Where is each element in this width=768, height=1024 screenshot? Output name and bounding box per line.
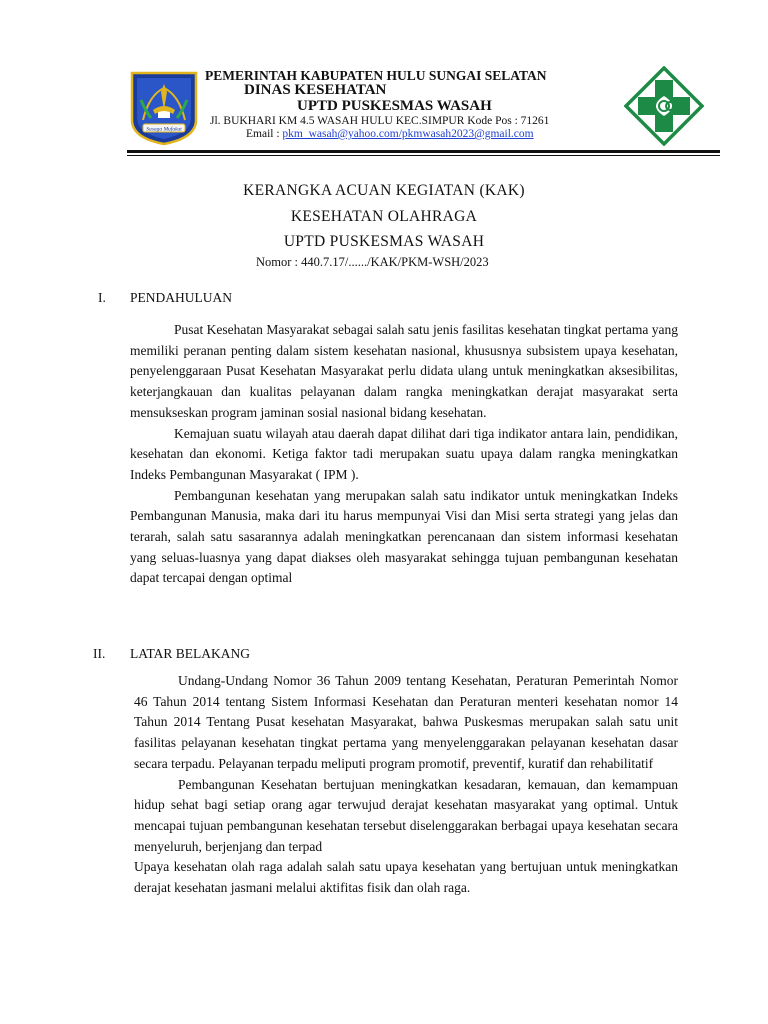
document-number: Nomor : 440.7.17/....../KAK/PKM-WSH/2023 bbox=[256, 255, 489, 269]
letterhead bbox=[0, 0, 768, 160]
email-line bbox=[246, 128, 534, 140]
paragraph: Upaya kesehatan olah raga adalah salah satu upaya kesehatan yang bertujuan untuk meningkatkan derajat kesehatan jasmani melalui aktifitas fisik dan olah raga. bbox=[134, 859, 678, 896]
section-body bbox=[134, 671, 678, 899]
paragraph: Kemajuan suatu wilayah atau daerah dapat dilihat dari tiga indikator antara lain, pendidikan, kesehatan dan ekonomi. Ketiga faktor tadi merupakan suatu upaya dalam rangka meningkatkan Indeks Pembangunan Masyarakat ( IPM ). bbox=[130, 425, 678, 482]
section-title: LATAR BELAKANG bbox=[130, 646, 251, 661]
document-title: KERANGKA ACUAN KEGIATAN (KAK) bbox=[243, 182, 525, 199]
section-body bbox=[130, 320, 678, 589]
email-label: Email : bbox=[246, 128, 283, 140]
paragraph: Undang-Undang Nomor 36 Tahun 2009 tentang Kesehatan, Peraturan Pemerintah Nomor 46 Tahun 2014 tentang Sistem Informasi Kesehatan dan Peraturan menteri kesehatan nomor 14 Tahun 2014 Tentang Pusat kesehatan Masyarakat, bahwa Puskesmas merupakan salah satu unit fasilitas pelayanan kesehatan tingkat pertama yang menyelenggarakan pelayanan kesehatan dasar secara terpadu. Pelayanan terpadu meliputi program promotif, preventif, kuratif dan rehabilitatif bbox=[134, 673, 678, 771]
department-name: DINAS KESEHATAN bbox=[244, 82, 387, 98]
paragraph: Pembangunan kesehatan yang merupakan salah satu indikator untuk meningkatkan Indeks Pembangunan Manusia, maka dari itu harus mempunyai Visi dan Misi serta strategi yang jelas dan terarah, salah satu sasarannya adalah meningkatkan perencanaan dan sistem informasi kesehatan yang seluas-luasnya yang dapat diakses oleh masyarakat sehingga tujuan pembangunan kesehatan dapat tercapai dengan optimal bbox=[130, 487, 678, 586]
government-name: PEMERINTAH KABUPATEN HULU SUNGAI SELATAN bbox=[205, 68, 547, 83]
document-unit: UPTD PUSKESMAS WASAH bbox=[283, 233, 485, 250]
unit-name: UPTD PUSKESMAS WASAH bbox=[297, 98, 492, 114]
section-number: I. bbox=[98, 290, 106, 305]
puskesmas-logo-icon bbox=[624, 66, 704, 146]
section-title: PENDAHULUAN bbox=[130, 290, 232, 305]
document-subtitle: KESEHATAN OLAHRAGA bbox=[290, 208, 478, 225]
header-rule-thin bbox=[127, 155, 720, 156]
address-line: Jl. BUKHARI KM 4.5 WASAH HULU KEC.SIMPUR Kode Pos : 71261 bbox=[210, 115, 550, 127]
paragraph: Pusat Kesehatan Masyarakat sebagai salah satu jenis fasilitas kesehatan tingkat pertama yang memiliki peranan penting dalam sistem kesehatan nasional, khususnya subsistem upaya kesehatan, penyelenggaraan Pusat Kesehatan Masyarakat perlu didata ulang untuk meningkatkan aksesibilitas, keterjangkauan dan kualitas pelayanan dalam rangka meningkatkan derajat masyarakat serta mensukseskan program jaminan sosial nasional bidang kesehatan. bbox=[130, 322, 678, 420]
regency-emblem-icon bbox=[129, 70, 199, 146]
section-number: II. bbox=[93, 646, 106, 661]
email-link[interactable]: pkm_wasah@yahoo.com/pkmwasah2023@gmail.com bbox=[282, 128, 534, 140]
header-rule-thick bbox=[127, 150, 720, 153]
paragraph: Pembangunan Kesehatan bertujuan meningkatkan kesadaran, kemauan, dan kemampuan hidup sehat bagi setiap orang agar terwujud derajat kesehatan masyarakat yang optimal. Untuk mencapai tujuan pembangunan kesehatan tersebut diselenggarakan berbagai upaya kesehatan secara menyeluruh, berjenjang dan terpad bbox=[134, 776, 678, 854]
emblem-motto: Sasaga Mufakat bbox=[146, 126, 182, 133]
